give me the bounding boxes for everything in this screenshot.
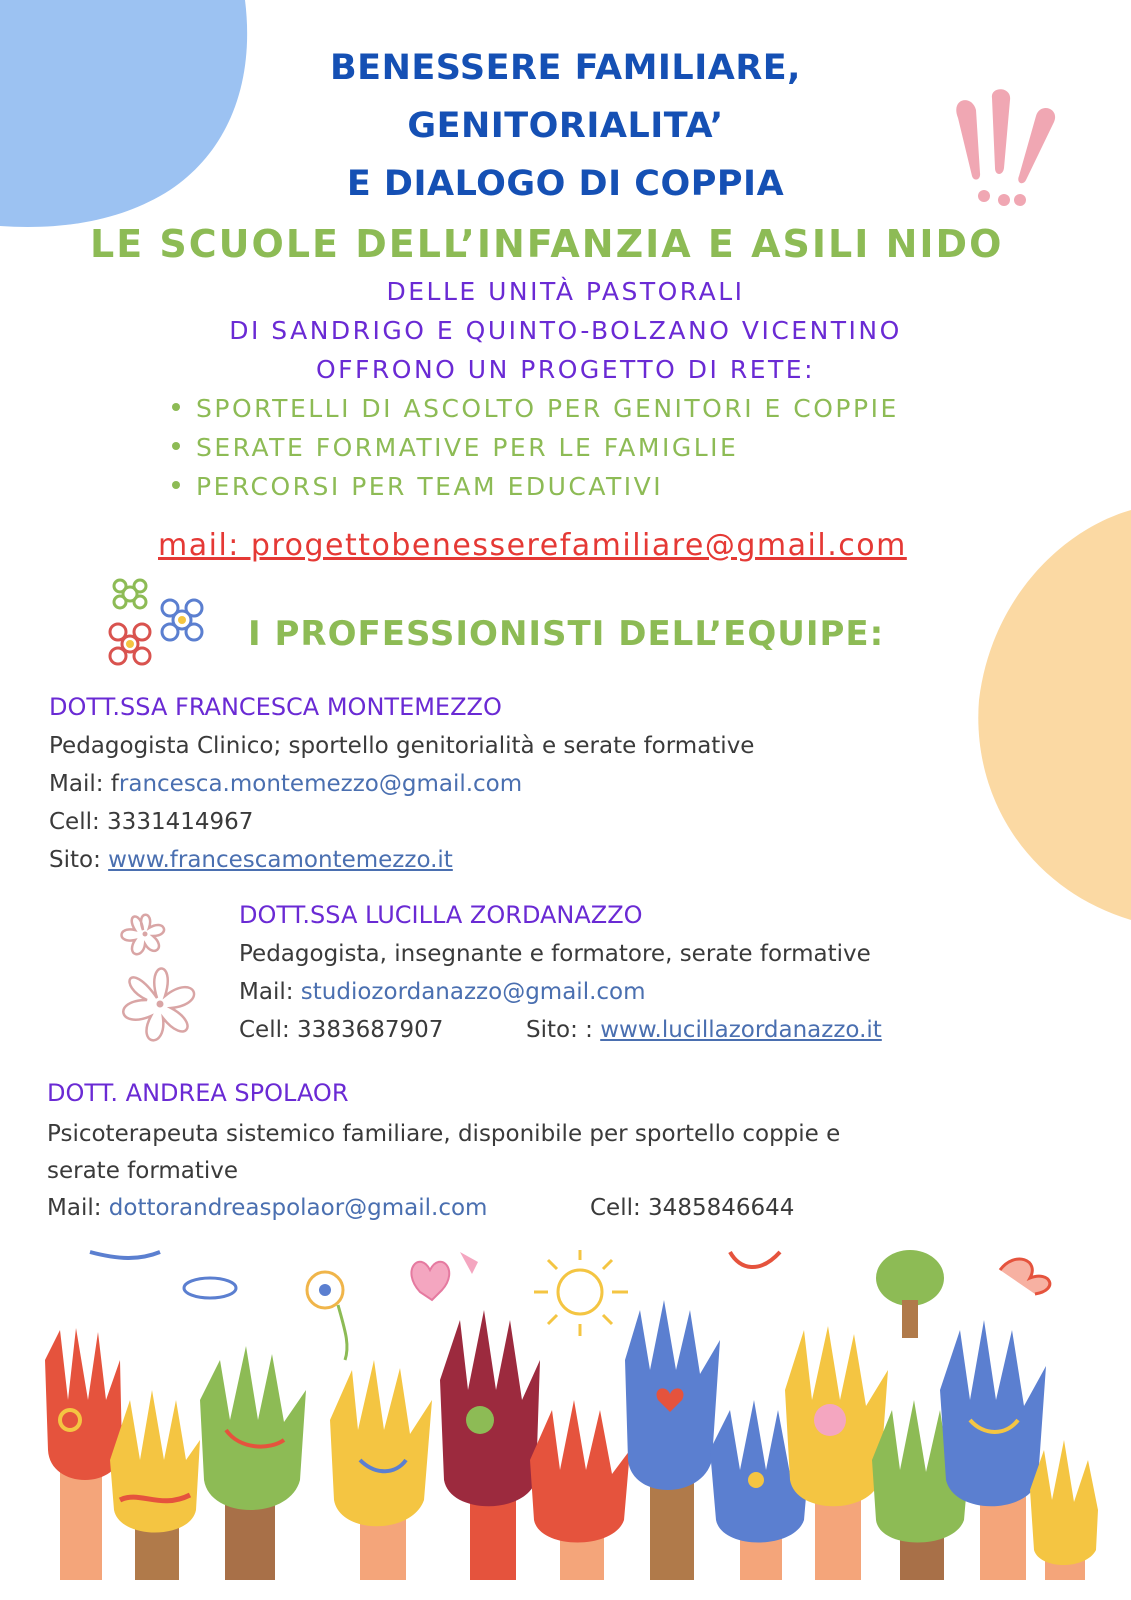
flower-doodle-icon (307, 1272, 347, 1360)
orange-blob-decoration (971, 510, 1131, 930)
bullet-item: PERCORSI PER TEAM EDUCATIVI (172, 472, 663, 501)
member-mail: Mail: francesca.montemezzo@gmail.com (49, 771, 523, 797)
site-link[interactable]: www.francescamontemezzo.it (108, 847, 453, 873)
bullet-item: SERATE FORMATIVE PER LE FAMIGLIE (172, 433, 738, 462)
title-line-3: E DIALOGO DI COPPIA (346, 164, 785, 204)
member-site: Sito: : www.lucillazordanazzo.it (526, 1017, 882, 1043)
project-mail-link[interactable]: mail: progettobenesserefamiliare@gmail.com (158, 528, 907, 563)
title-line-2: GENITORIALITA’ (407, 106, 724, 146)
member-site: Sito: www.francescamontemezzo.it (49, 847, 453, 873)
member-name: DOTT.SSA FRANCESCA MONTEMEZZO (49, 693, 502, 721)
flowers-icon (100, 572, 215, 677)
member-name: DOTT.SSA LUCILLA ZORDANAZZO (239, 901, 643, 929)
mail-link[interactable]: dottorandreaspolaor@gmail.com (108, 1195, 488, 1221)
intro-line-3: OFFRONO UN PROGETTO DI RETE: (315, 355, 815, 384)
member-role: Pedagogista, insegnante e formatore, serate formative (239, 941, 871, 967)
member-cell: Cell: 3485846644 (590, 1195, 795, 1221)
member-role: Pedagogista Clinico; sportello genitorialità e serate formative (49, 733, 755, 759)
member-name: DOTT. ANDREA SPOLAOR (47, 1079, 349, 1107)
bullet-dot-icon (172, 442, 180, 450)
member-cell: Cell: 3331414967 (49, 809, 254, 835)
member-cell: Cell: 3383687907 (239, 1017, 444, 1043)
outline-flowers-icon (105, 900, 205, 1050)
team-heading: I PROFESSIONISTI DELL’EQUIPE: (248, 614, 885, 654)
site-link[interactable]: www.lucillazordanazzo.it (600, 1017, 882, 1043)
mail-link[interactable]: studiozordanazzo@gmail.com (300, 979, 646, 1005)
tree-icon (876, 1250, 944, 1338)
member-mail: Mail: studiozordanazzo@gmail.com (239, 979, 646, 1005)
member-role-continued: serate formative (47, 1158, 239, 1184)
sun-icon (534, 1250, 628, 1336)
intro-line-1: DELLE UNITÀ PASTORALI (386, 277, 745, 306)
intro-line-2: DI SANDRIGO E QUINTO-BOLZANO VICENTINO (229, 316, 902, 345)
member-mail: Mail: dottorandreaspolaor@gmail.com (47, 1195, 488, 1221)
bullet-dot-icon (172, 403, 180, 411)
member-role: Psicoterapeuta sistemico familiare, disponibile per sportello coppie e (47, 1121, 841, 1147)
mail-link[interactable]: rancesca.montemezzo@gmail.com (118, 771, 523, 797)
bullet-item: SPORTELLI DI ASCOLTO PER GENITORI E COPPIE (172, 394, 899, 423)
painted-hands-illustration (40, 1250, 1100, 1580)
title-line-1: BENESSERE FAMILIARE, (330, 48, 801, 88)
bullet-dot-icon (172, 481, 180, 489)
subtitle-schools: LE SCUOLE DELL’INFANZIA E ASILI NIDO (90, 222, 1004, 266)
